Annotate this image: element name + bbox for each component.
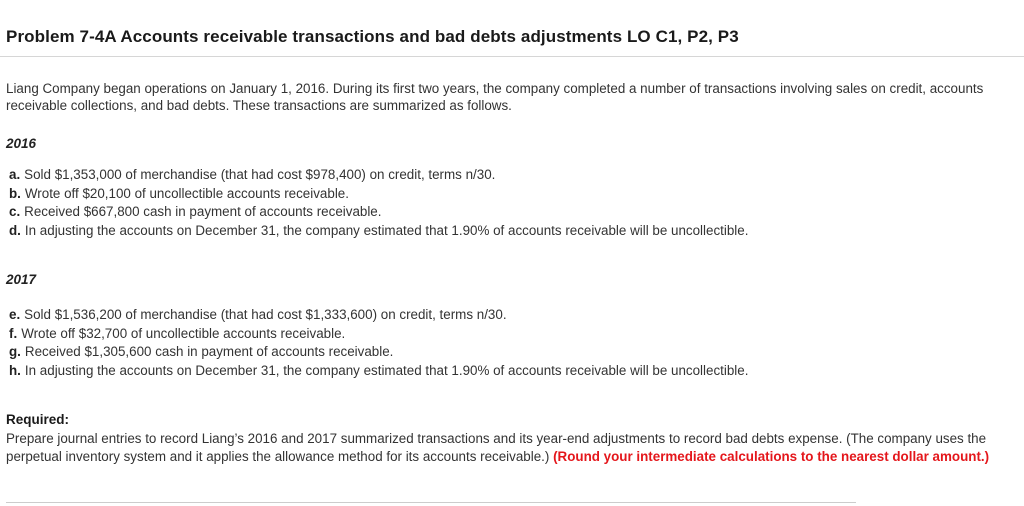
item-text: Received $1,305,600 cash in payment of accounts receivable.	[24, 344, 394, 359]
transaction-h	[9, 362, 748, 381]
item-key: f.	[9, 325, 18, 341]
rounding-note: (Round your intermediate calculations to the nearest dollar amount.)	[553, 448, 990, 464]
problem-title: Problem 7-4A Accounts receivable transactions and bad debts adjustments LO C1, P2, P3	[6, 27, 739, 46]
item-key: c.	[9, 204, 21, 219]
item-key: d.	[9, 222, 21, 238]
required-heading: Required:	[6, 412, 70, 427]
year-2016-heading: 2016	[6, 136, 37, 151]
required-text	[6, 430, 1011, 465]
transaction-b	[9, 185, 748, 204]
transactions-2016-list	[9, 166, 748, 240]
transactions-2017-list	[9, 306, 748, 380]
item-text: Wrote off $20,100 of uncollectible accounts receivable.	[24, 185, 349, 201]
item-text: Sold $1,353,000 of merchandise (that had cost $978,400) on credit, terms n/30.	[24, 167, 496, 182]
item-text: In adjusting the accounts on December 31, the company estimated that 1.90% of accounts receivable will be uncollectible.	[24, 362, 749, 378]
item-text: In adjusting the accounts on December 31, the company estimated that 1.90% of accounts receivable will be uncollectible.	[24, 222, 749, 238]
item-key: g.	[9, 344, 21, 359]
item-key: a.	[9, 167, 21, 182]
item-text: Sold $1,536,200 of merchandise (that had cost $1,333,600) on credit, terms n/30.	[24, 307, 507, 322]
transaction-f	[9, 325, 748, 344]
year-2017-heading: 2017	[6, 272, 37, 287]
transaction-c	[9, 203, 748, 222]
required-instructions: Prepare journal entries to record Liang’s 2016 and 2017 summarized transactions and its year-end adjustments to record bad debts expense. (The company uses the perpetual inventory system and it applies the allowance method for its accounts receivable.)	[6, 431, 987, 464]
transaction-g	[9, 343, 748, 362]
item-text: Received $667,800 cash in payment of accounts receivable.	[24, 204, 382, 219]
transaction-a	[9, 166, 748, 185]
item-key: b.	[9, 185, 21, 201]
problem-intro: Liang Company began operations on January 1, 2016. During its first two years, the company completed a number of transactions involving sales on credit, accounts receivable collections, and bad debts. These transactions are summarized as follows.	[6, 81, 984, 113]
transaction-e	[9, 306, 748, 325]
item-key: e.	[9, 307, 21, 322]
bottom-divider	[6, 502, 856, 503]
title-divider	[0, 56, 1024, 57]
item-text: Wrote off $32,700 of uncollectible accounts receivable.	[21, 325, 346, 341]
transaction-d	[9, 222, 748, 241]
item-key: h.	[9, 362, 21, 378]
